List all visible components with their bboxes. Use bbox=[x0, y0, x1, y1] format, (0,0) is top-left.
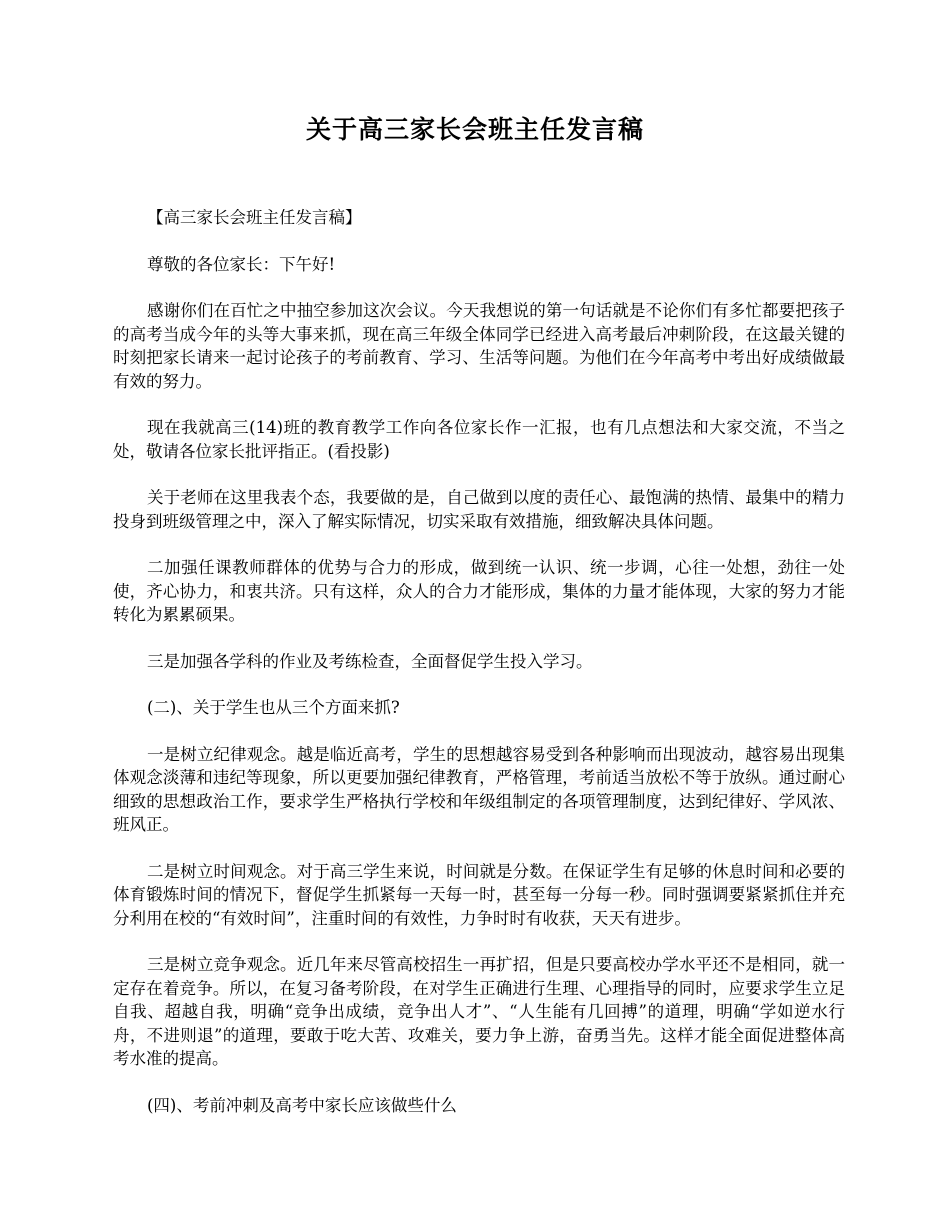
paragraph-greeting: 尊敬的各位家长：下午好! bbox=[147, 254, 336, 274]
document-body bbox=[113, 206, 845, 1140]
paragraph: 一是树立纪律观念。越是临近高考，学生的思想越容易受到各种影响而出现波动，越容易出现集体观念淡薄和违纪等现象，所以更要加强纪律教育，严格管理，考前适当放松不等于放纵。通过耐心细致的思想政治工作，要求学生严格执行学校和年级组制定的各项管理制度，达到纪律好、学风浓、班风正。 bbox=[113, 744, 845, 834]
paragraph-subheading: (二)、关于学生也从三个方面来抓? bbox=[147, 698, 400, 717]
paragraph: 二加强任课教师群体的优势与合力的形成，做到统一认识、统一步调，心往一处想，劲往一处使，齐心协力，和衷共济。只有这样，众人的合力才能形成，集体的力量才能体现，大家的努力才能转化为累累硕果。 bbox=[113, 558, 845, 624]
paragraph: 三是树立竞争观念。近几年来尽管高校招生一再扩招，但是只要高校办学水平还不是相同，就一定存在着竞争。所以，在复习备考阶段，在对学生正确进行生理、心理指导的同时，应要求学生立足自我、超越自我，明确“竞争出成绩，竞争出人才”、“人生能有几回搏”的道理，明确“学如逆水行舟，不进则退”的道理，要敢于吃大苦、攻难关，要力争上游，奋勇当先。这样才能全面促进整体高考水准的提高。 bbox=[113, 955, 845, 1068]
paragraph-subheading: (四)、考前冲刺及高考中家长应该做些什么 bbox=[147, 1095, 457, 1115]
paragraph: 现在我就高三(14)班的教育教学工作向各位家长作一汇报，也有几点想法和大家交流，不当之处，敬请各位家长批评指正。(看投影) bbox=[113, 418, 845, 461]
paragraph: 感谢你们在百忙之中抽空参加这次会议。今天我想说的第一句话就是不论你们有多忙都要把孩子的高考当成今年的头等大事来抓，现在高三年级全体同学已经进入高考最后冲刺阶段，在这最关键的时刻把家长请来一起讨论孩子的考前教育、学习、生活等问题。为他们在今年高考中考出好成绩做最有效的努力。 bbox=[113, 301, 845, 391]
paragraph: 关于老师在这里我表个态，我要做的是，自己做到以度的责任心、最饱满的热情、最集中的精力投身到班级管理之中，深入了解实际情况，切实采取有效措施，细致解决具体问题。 bbox=[113, 488, 845, 531]
paragraph-section-header: 【高三家长会班主任发言稿】 bbox=[147, 208, 362, 227]
paragraph: 三是加强各学科的作业及考练检查，全面督促学生投入学习。 bbox=[147, 651, 593, 671]
document-title: 关于高三家长会班主任发言稿 bbox=[305, 115, 644, 144]
paragraph: 二是树立时间观念。对于高三学生来说，时间就是分数。在保证学生有足够的休息时间和必要的体育锻炼时间的情况下，督促学生抓紧每一天每一时，甚至每一分每一秒。同时强调要紧紧抓住并充分利用在校的“有效时间”，注重时间的有效性，力争时时有收获，天天有进步。 bbox=[113, 861, 845, 928]
